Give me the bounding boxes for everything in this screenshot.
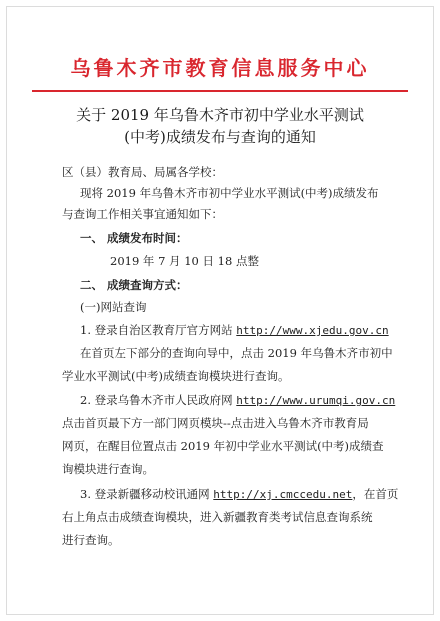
item3-line2: 右上角点击成绩查询模块，进入新疆教育类考试信息查询系统 <box>62 510 373 524</box>
organization-header: 乌鲁木齐市教育信息服务中心 <box>70 56 370 80</box>
item2-prefix: 2. 登录乌鲁木齐市人民政府网 <box>80 393 233 407</box>
intro-line2: 与查询工作相关事宜通知如下： <box>62 207 223 221</box>
notice-title-line2: (中考)成绩发布与查询的通知 <box>124 128 316 146</box>
website-query-subheading: (一)网站查询 <box>80 300 147 314</box>
item3-line1 <box>80 487 398 502</box>
item2-line3: 网页，在醒目位置点击 2019 年初中学业水平测试(中考)成绩查 <box>62 439 384 453</box>
item1-prefix: 1. 登录自治区教育厅官方网站 <box>80 323 233 337</box>
item1-line3: 学业水平测试(中考)成绩查询模块进行查询。 <box>62 369 290 383</box>
item2-line4: 询模块进行查询。 <box>62 462 154 476</box>
header-divider <box>32 90 408 92</box>
xjedu-link[interactable]: http://www.xjedu.gov.cn <box>236 324 389 337</box>
item3-suffix: ，在首页 <box>352 487 399 501</box>
notice-title-line1: 关于 2019 年乌鲁木齐市初中学业水平测试 <box>76 106 364 124</box>
urumqi-link[interactable]: http://www.urumqi.gov.cn <box>236 394 396 407</box>
item3-line3: 进行查询。 <box>62 533 120 547</box>
salutation: 区（县）教育局、局属各学校： <box>62 165 223 179</box>
section1-heading: 一、 成绩发布时间： <box>80 231 188 245</box>
item2-line2: 点击首页最下方一部门网页模块--点击进入乌鲁木齐市教育局 <box>62 416 369 430</box>
item2-line1 <box>80 393 395 408</box>
section2-heading: 二、 成绩查询方式： <box>80 278 188 292</box>
item1-line2: 在首页左下部分的查询向导中，点击 2019 年乌鲁木齐市初中 <box>80 346 393 360</box>
cmccedu-link[interactable]: http://xj.cmccedu.net <box>213 488 353 501</box>
item1-line1 <box>80 323 389 338</box>
intro-line1: 现将 2019 年乌鲁木齐市初中学业水平测试(中考)成绩发布 <box>80 186 379 200</box>
release-time: 2019 年 7 月 10 日 18 点整 <box>110 254 259 268</box>
item3-prefix: 3. 登录新疆移动校讯通网 <box>80 487 210 501</box>
